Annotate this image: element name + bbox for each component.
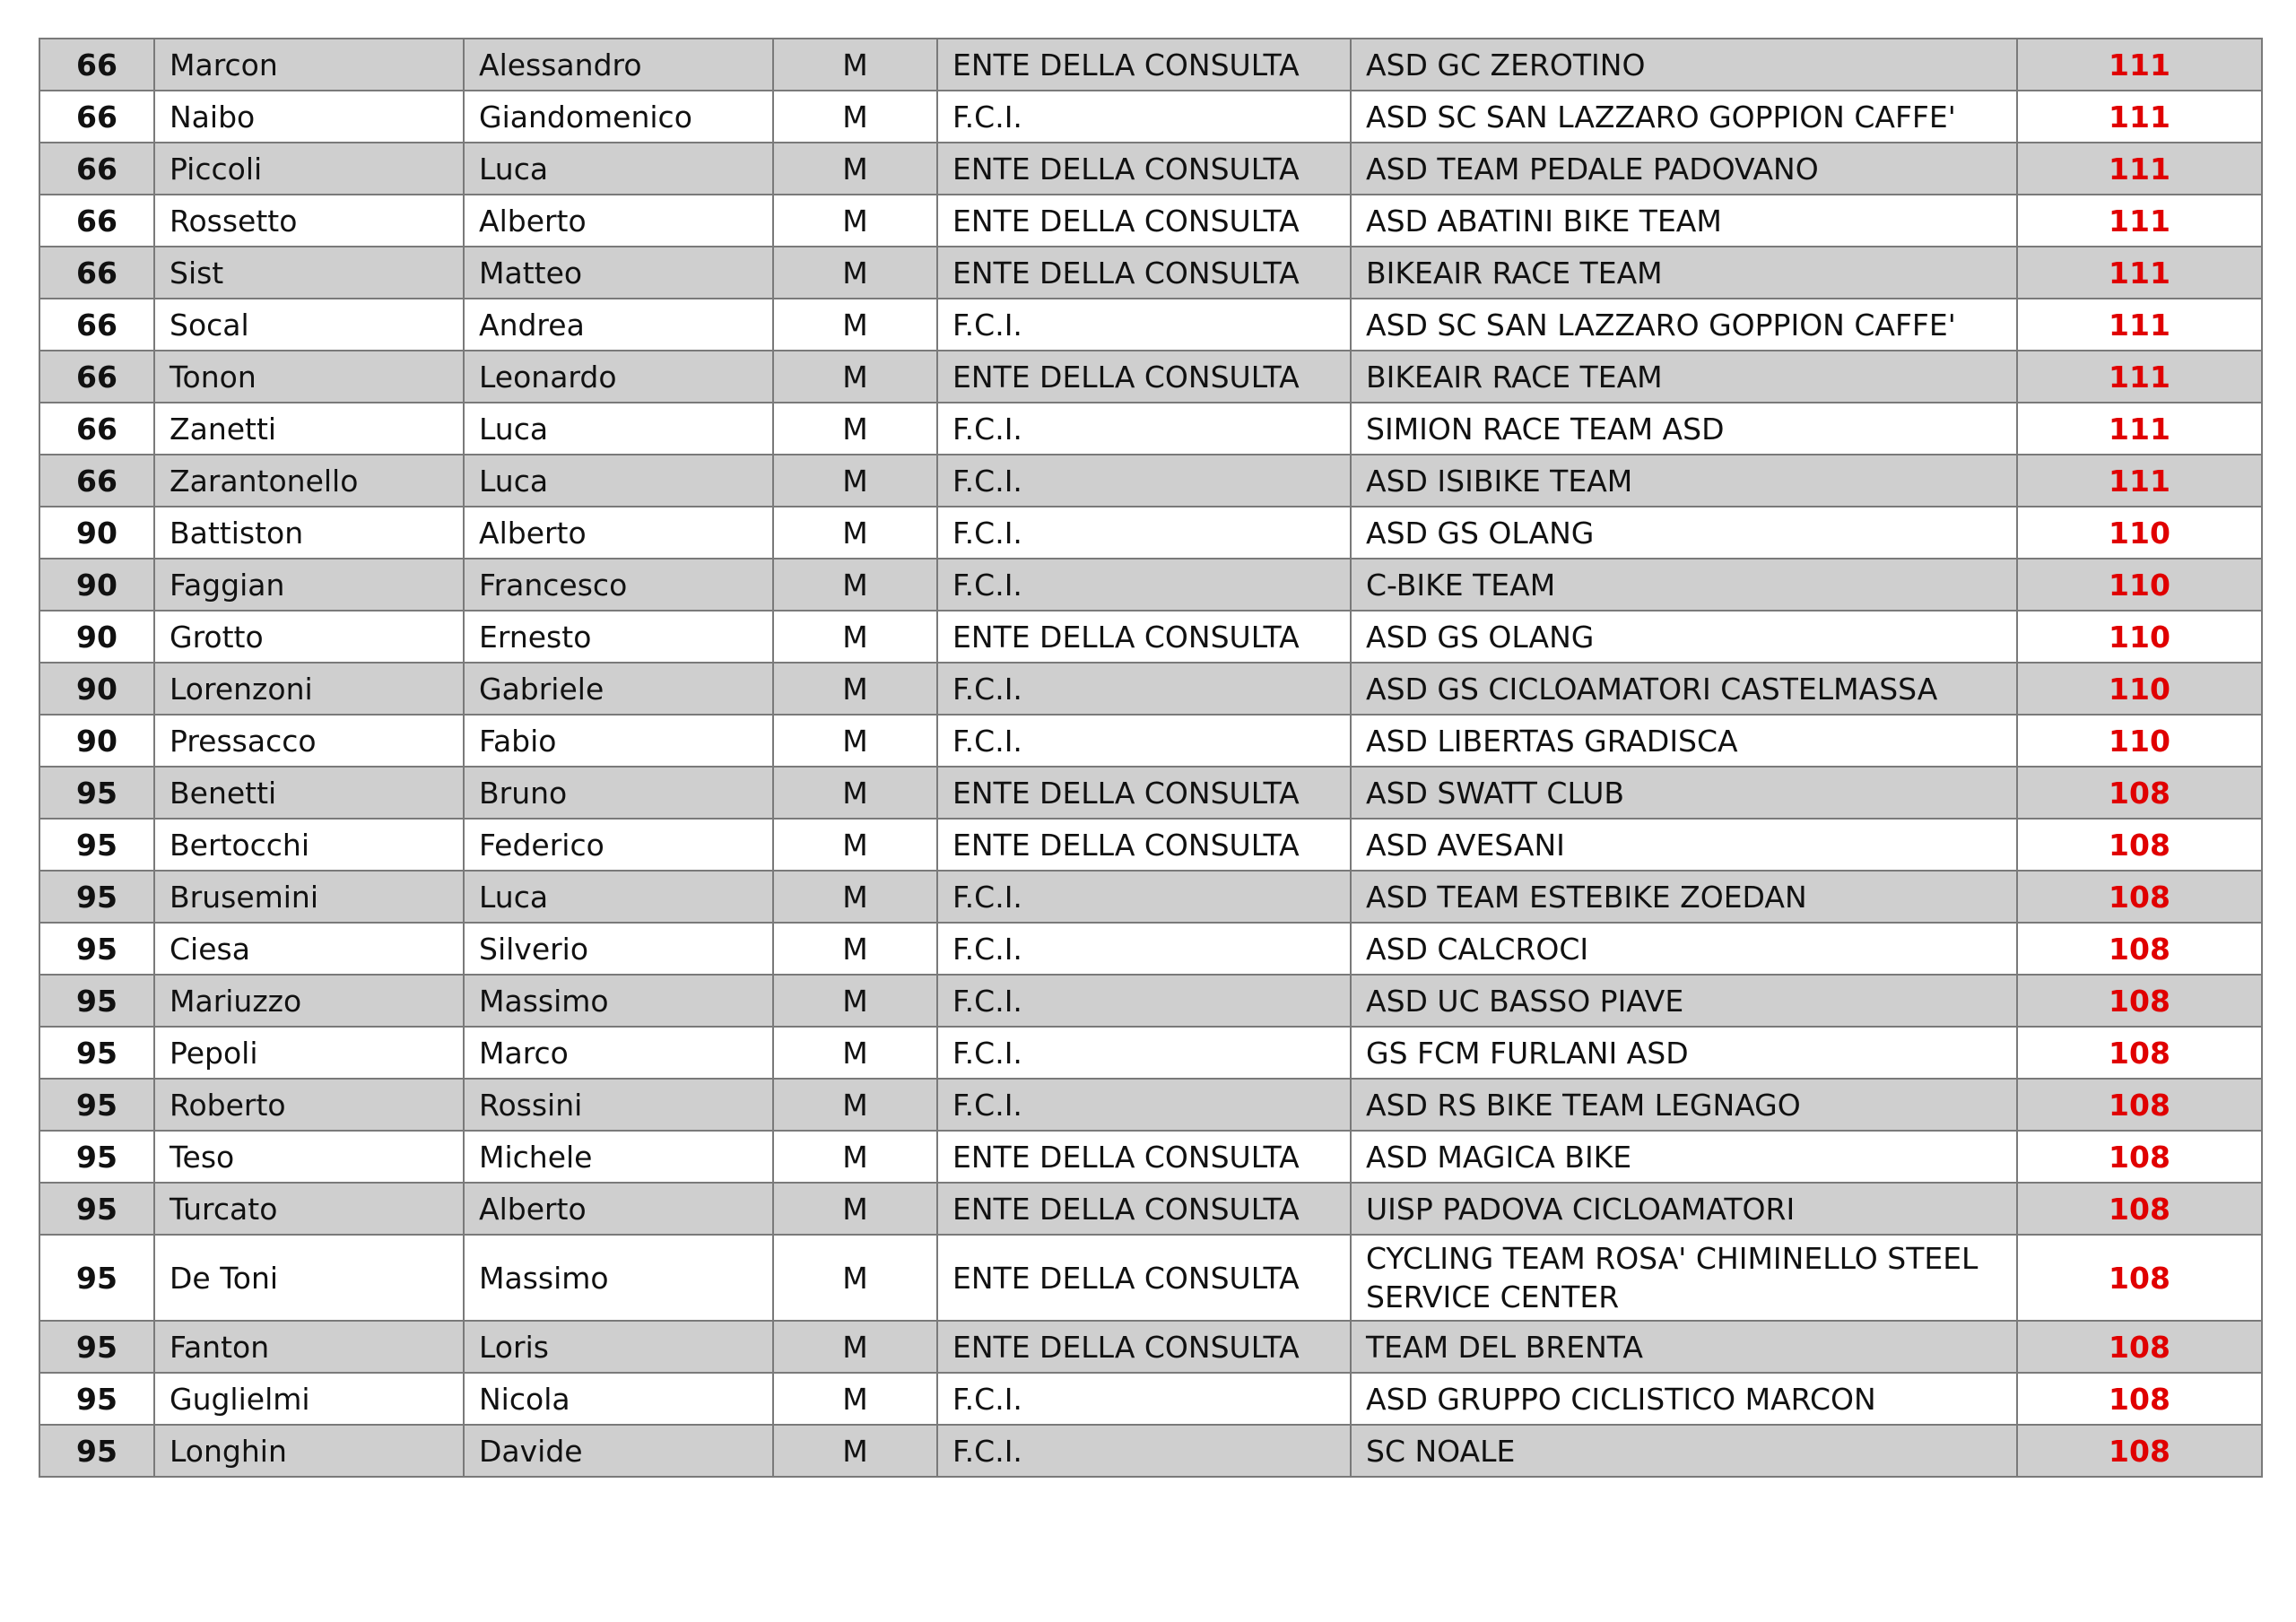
surname-cell: Longhin	[154, 1425, 464, 1477]
entity-cell: ENTE DELLA CONSULTA	[937, 195, 1351, 247]
position-cell: 66	[39, 455, 154, 507]
position-cell: 95	[39, 923, 154, 975]
position-cell: 95	[39, 1183, 154, 1235]
team-cell: ASD MAGICA BIKE	[1351, 1131, 2017, 1183]
entity-cell: F.C.I.	[937, 1079, 1351, 1131]
entity-cell: F.C.I.	[937, 403, 1351, 455]
table-row	[39, 1425, 2262, 1477]
sex-cell: M	[773, 611, 937, 663]
points-cell: 111	[2017, 39, 2262, 91]
points-cell: 108	[2017, 1027, 2262, 1079]
sex-cell: M	[773, 507, 937, 559]
position-cell: 66	[39, 195, 154, 247]
points-cell: 108	[2017, 767, 2262, 819]
surname-cell: Mariuzzo	[154, 975, 464, 1027]
first-name-cell: Alessandro	[464, 39, 773, 91]
table-row	[39, 247, 2262, 299]
points-cell: 108	[2017, 1321, 2262, 1373]
entity-cell: ENTE DELLA CONSULTA	[937, 143, 1351, 195]
sex-cell: M	[773, 39, 937, 91]
points-cell: 108	[2017, 975, 2262, 1027]
sex-cell: M	[773, 1131, 937, 1183]
surname-cell: Lorenzoni	[154, 663, 464, 715]
team-cell: ASD ISIBIKE TEAM	[1351, 455, 2017, 507]
sex-cell: M	[773, 1321, 937, 1373]
table-row	[39, 1235, 2262, 1321]
points-cell: 111	[2017, 299, 2262, 351]
points-cell: 111	[2017, 455, 2262, 507]
points-cell: 108	[2017, 1373, 2262, 1425]
entity-cell: ENTE DELLA CONSULTA	[937, 247, 1351, 299]
table-row	[39, 403, 2262, 455]
position-cell: 90	[39, 611, 154, 663]
sex-cell: M	[773, 1373, 937, 1425]
sex-cell: M	[773, 559, 937, 611]
position-cell: 90	[39, 559, 154, 611]
position-cell: 90	[39, 715, 154, 767]
position-cell: 66	[39, 39, 154, 91]
table-row	[39, 91, 2262, 143]
first-name-cell: Federico	[464, 819, 773, 871]
surname-cell: Piccoli	[154, 143, 464, 195]
table-row	[39, 1183, 2262, 1235]
surname-cell: Zarantonello	[154, 455, 464, 507]
first-name-cell: Rossini	[464, 1079, 773, 1131]
sex-cell: M	[773, 299, 937, 351]
entity-cell: ENTE DELLA CONSULTA	[937, 1235, 1351, 1321]
sex-cell: M	[773, 1235, 937, 1321]
team-cell: SIMION RACE TEAM ASD	[1351, 403, 2017, 455]
table-row	[39, 1131, 2262, 1183]
entity-cell: F.C.I.	[937, 923, 1351, 975]
position-cell: 95	[39, 1235, 154, 1321]
surname-cell: Bertocchi	[154, 819, 464, 871]
sex-cell: M	[773, 91, 937, 143]
surname-cell: Pepoli	[154, 1027, 464, 1079]
first-name-cell: Ernesto	[464, 611, 773, 663]
entity-cell: F.C.I.	[937, 559, 1351, 611]
surname-cell: Faggian	[154, 559, 464, 611]
points-cell: 110	[2017, 663, 2262, 715]
entity-cell: ENTE DELLA CONSULTA	[937, 1183, 1351, 1235]
entity-cell: F.C.I.	[937, 715, 1351, 767]
surname-cell: Grotto	[154, 611, 464, 663]
entity-cell: F.C.I.	[937, 455, 1351, 507]
position-cell: 66	[39, 299, 154, 351]
points-cell: 108	[2017, 819, 2262, 871]
points-cell: 108	[2017, 871, 2262, 923]
entity-cell: ENTE DELLA CONSULTA	[937, 39, 1351, 91]
position-cell: 95	[39, 767, 154, 819]
surname-cell: Pressacco	[154, 715, 464, 767]
surname-cell: Marcon	[154, 39, 464, 91]
entity-cell: ENTE DELLA CONSULTA	[937, 819, 1351, 871]
entity-cell: F.C.I.	[937, 91, 1351, 143]
table-row	[39, 507, 2262, 559]
sex-cell: M	[773, 923, 937, 975]
entity-cell: ENTE DELLA CONSULTA	[937, 767, 1351, 819]
team-cell: GS FCM FURLANI ASD	[1351, 1027, 2017, 1079]
surname-cell: Fanton	[154, 1321, 464, 1373]
first-name-cell: Leonardo	[464, 351, 773, 403]
table-row	[39, 1321, 2262, 1373]
points-cell: 110	[2017, 559, 2262, 611]
first-name-cell: Alberto	[464, 1183, 773, 1235]
table-row	[39, 1079, 2262, 1131]
sex-cell: M	[773, 1027, 937, 1079]
points-cell: 110	[2017, 715, 2262, 767]
first-name-cell: Luca	[464, 871, 773, 923]
position-cell: 95	[39, 1373, 154, 1425]
position-cell: 95	[39, 819, 154, 871]
first-name-cell: Marco	[464, 1027, 773, 1079]
entity-cell: ENTE DELLA CONSULTA	[937, 351, 1351, 403]
sex-cell: M	[773, 975, 937, 1027]
points-cell: 110	[2017, 611, 2262, 663]
sex-cell: M	[773, 819, 937, 871]
first-name-cell: Davide	[464, 1425, 773, 1477]
entity-cell: ENTE DELLA CONSULTA	[937, 1321, 1351, 1373]
points-cell: 111	[2017, 195, 2262, 247]
position-cell: 66	[39, 351, 154, 403]
position-cell: 66	[39, 247, 154, 299]
position-cell: 66	[39, 143, 154, 195]
entity-cell: F.C.I.	[937, 299, 1351, 351]
sex-cell: M	[773, 455, 937, 507]
position-cell: 66	[39, 403, 154, 455]
position-cell: 95	[39, 1131, 154, 1183]
first-name-cell: Luca	[464, 143, 773, 195]
position-cell: 66	[39, 91, 154, 143]
first-name-cell: Alberto	[464, 195, 773, 247]
team-cell: ASD GC ZEROTINO	[1351, 39, 2017, 91]
entity-cell: F.C.I.	[937, 1373, 1351, 1425]
first-name-cell: Silverio	[464, 923, 773, 975]
sex-cell: M	[773, 1425, 937, 1477]
team-cell: ASD GS CICLOAMATORI CASTELMASSA	[1351, 663, 2017, 715]
entity-cell: F.C.I.	[937, 507, 1351, 559]
points-cell: 111	[2017, 143, 2262, 195]
first-name-cell: Andrea	[464, 299, 773, 351]
sex-cell: M	[773, 351, 937, 403]
team-cell: BIKEAIR RACE TEAM	[1351, 351, 2017, 403]
table-row	[39, 299, 2262, 351]
position-cell: 95	[39, 1027, 154, 1079]
sex-cell: M	[773, 247, 937, 299]
team-cell: BIKEAIR RACE TEAM	[1351, 247, 2017, 299]
points-cell: 108	[2017, 923, 2262, 975]
surname-cell: Sist	[154, 247, 464, 299]
first-name-cell: Loris	[464, 1321, 773, 1373]
team-cell: ASD CALCROCI	[1351, 923, 2017, 975]
first-name-cell: Fabio	[464, 715, 773, 767]
surname-cell: Ciesa	[154, 923, 464, 975]
sex-cell: M	[773, 663, 937, 715]
position-cell: 95	[39, 871, 154, 923]
sex-cell: M	[773, 195, 937, 247]
first-name-cell: Matteo	[464, 247, 773, 299]
table-row	[39, 611, 2262, 663]
first-name-cell: Francesco	[464, 559, 773, 611]
team-cell: ASD GS OLANG	[1351, 611, 2017, 663]
table-row	[39, 767, 2262, 819]
first-name-cell: Giandomenico	[464, 91, 773, 143]
first-name-cell: Alberto	[464, 507, 773, 559]
first-name-cell: Luca	[464, 403, 773, 455]
team-cell: ASD UC BASSO PIAVE	[1351, 975, 2017, 1027]
surname-cell: Benetti	[154, 767, 464, 819]
team-cell: ASD AVESANI	[1351, 819, 2017, 871]
surname-cell: Brusemini	[154, 871, 464, 923]
table-row	[39, 1027, 2262, 1079]
entity-cell: F.C.I.	[937, 975, 1351, 1027]
position-cell: 95	[39, 1321, 154, 1373]
surname-cell: Guglielmi	[154, 1373, 464, 1425]
entity-cell: ENTE DELLA CONSULTA	[937, 1131, 1351, 1183]
first-name-cell: Gabriele	[464, 663, 773, 715]
surname-cell: Turcato	[154, 1183, 464, 1235]
position-cell: 95	[39, 1425, 154, 1477]
team-cell: ASD ABATINI BIKE TEAM	[1351, 195, 2017, 247]
table-row	[39, 455, 2262, 507]
first-name-cell: Massimo	[464, 1235, 773, 1321]
table-row	[39, 715, 2262, 767]
points-cell: 111	[2017, 403, 2262, 455]
table-row	[39, 1373, 2262, 1425]
first-name-cell: Massimo	[464, 975, 773, 1027]
surname-cell: Socal	[154, 299, 464, 351]
team-cell: ASD TEAM PEDALE PADOVANO	[1351, 143, 2017, 195]
sex-cell: M	[773, 871, 937, 923]
entity-cell: F.C.I.	[937, 871, 1351, 923]
sex-cell: M	[773, 1183, 937, 1235]
points-cell: 111	[2017, 247, 2262, 299]
surname-cell: Naibo	[154, 91, 464, 143]
surname-cell: Teso	[154, 1131, 464, 1183]
entity-cell: F.C.I.	[937, 663, 1351, 715]
team-cell: TEAM DEL BRENTA	[1351, 1321, 2017, 1373]
team-cell: ASD RS BIKE TEAM LEGNAGO	[1351, 1079, 2017, 1131]
surname-cell: De Toni	[154, 1235, 464, 1321]
table-row	[39, 39, 2262, 91]
points-cell: 108	[2017, 1425, 2262, 1477]
team-cell: ASD SWATT CLUB	[1351, 767, 2017, 819]
team-cell: UISP PADOVA CICLOAMATORI	[1351, 1183, 2017, 1235]
sex-cell: M	[773, 715, 937, 767]
sex-cell: M	[773, 767, 937, 819]
sex-cell: M	[773, 143, 937, 195]
surname-cell: Tonon	[154, 351, 464, 403]
position-cell: 90	[39, 663, 154, 715]
table-row	[39, 143, 2262, 195]
team-cell: ASD LIBERTAS GRADISCA	[1351, 715, 2017, 767]
surname-cell: Zanetti	[154, 403, 464, 455]
first-name-cell: Luca	[464, 455, 773, 507]
results-table	[39, 38, 2263, 1478]
surname-cell: Roberto	[154, 1079, 464, 1131]
surname-cell: Battiston	[154, 507, 464, 559]
team-cell: SC NOALE	[1351, 1425, 2017, 1477]
first-name-cell: Nicola	[464, 1373, 773, 1425]
team-cell: CYCLING TEAM ROSA' CHIMINELLO STEEL SERVICE CENTER	[1351, 1235, 2017, 1321]
table-row	[39, 975, 2262, 1027]
position-cell: 90	[39, 507, 154, 559]
sex-cell: M	[773, 1079, 937, 1131]
entity-cell: F.C.I.	[937, 1425, 1351, 1477]
sex-cell: M	[773, 403, 937, 455]
position-cell: 95	[39, 1079, 154, 1131]
team-cell: C-BIKE TEAM	[1351, 559, 2017, 611]
table-row	[39, 923, 2262, 975]
results-table-body	[39, 39, 2262, 1477]
points-cell: 110	[2017, 507, 2262, 559]
team-cell: ASD SC SAN LAZZARO GOPPION CAFFE'	[1351, 91, 2017, 143]
table-row	[39, 559, 2262, 611]
points-cell: 108	[2017, 1183, 2262, 1235]
points-cell: 108	[2017, 1079, 2262, 1131]
position-cell: 95	[39, 975, 154, 1027]
first-name-cell: Michele	[464, 1131, 773, 1183]
points-cell: 108	[2017, 1235, 2262, 1321]
entity-cell: ENTE DELLA CONSULTA	[937, 611, 1351, 663]
table-row	[39, 871, 2262, 923]
team-cell: ASD SC SAN LAZZARO GOPPION CAFFE'	[1351, 299, 2017, 351]
entity-cell: F.C.I.	[937, 1027, 1351, 1079]
table-row	[39, 663, 2262, 715]
points-cell: 111	[2017, 351, 2262, 403]
points-cell: 111	[2017, 91, 2262, 143]
first-name-cell: Bruno	[464, 767, 773, 819]
table-row	[39, 195, 2262, 247]
points-cell: 108	[2017, 1131, 2262, 1183]
team-cell: ASD GRUPPO CICLISTICO MARCON	[1351, 1373, 2017, 1425]
table-row	[39, 819, 2262, 871]
table-row	[39, 351, 2262, 403]
team-cell: ASD GS OLANG	[1351, 507, 2017, 559]
team-cell: ASD TEAM ESTEBIKE ZOEDAN	[1351, 871, 2017, 923]
surname-cell: Rossetto	[154, 195, 464, 247]
